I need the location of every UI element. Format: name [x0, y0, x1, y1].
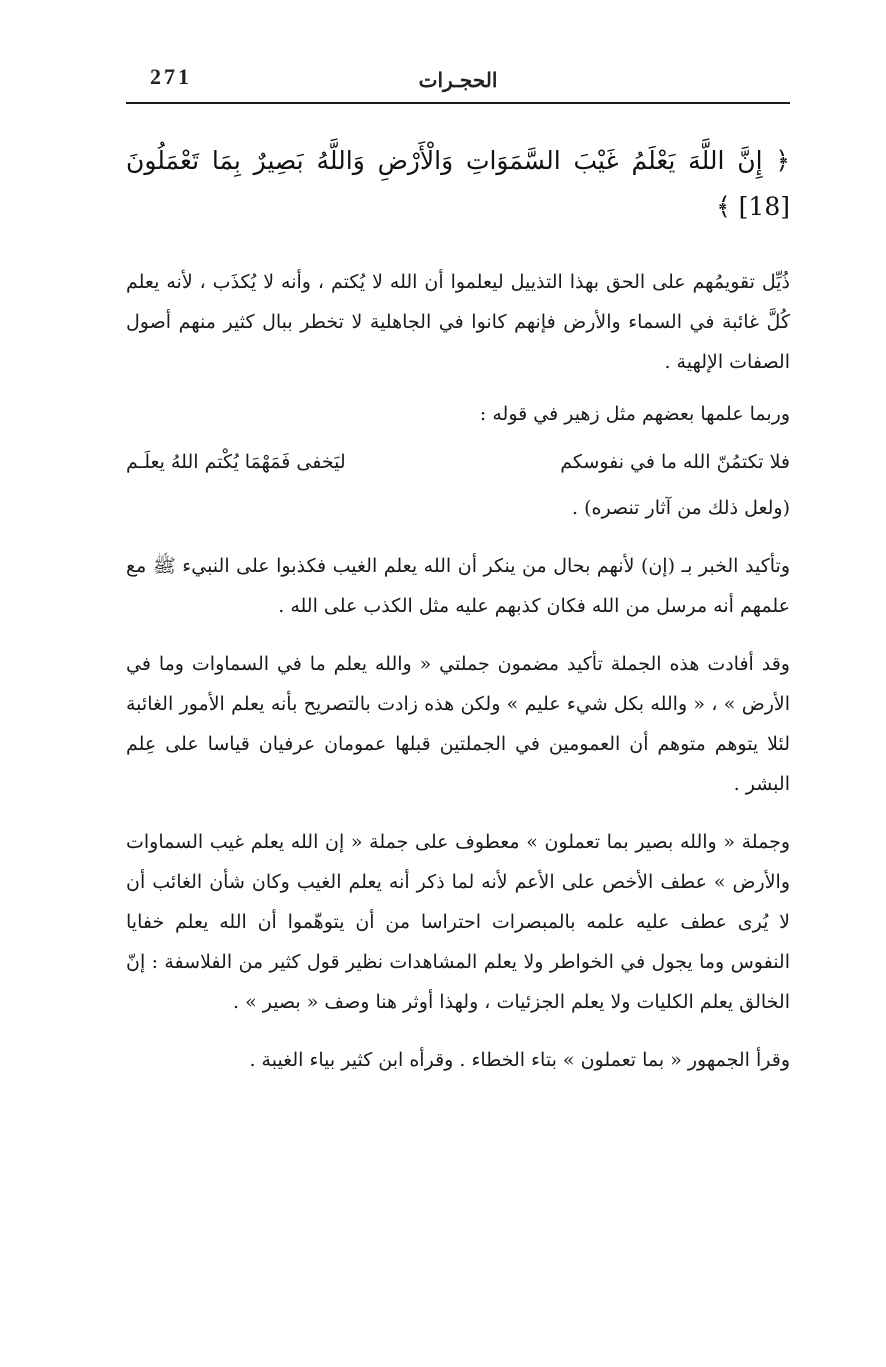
paragraph-2: وربما علمها بعضهم مثل زهير في قوله : — [479, 403, 790, 425]
paragraph-6: وقرأ الجمهور « بما تعملون » بتاء الخطاء . وقرأه ابن كثير بياء الغيبة . — [249, 1049, 790, 1071]
paragraph-3: وتأكيد الخبر بـ (إن) لأنهم بحال من ينكر أن الله يعلم الغيب فكذبوا على النبيء ﷺ مع علمهم أنه مرسل من الله فكان كذبهم عليه مثل الكذب على الله . — [126, 555, 790, 617]
poem-verse — [126, 442, 790, 482]
paragraph-5: وجملة « والله بصير بما تعملون » معطوف على جملة « إن الله يعلم غيب السماوات والأرض » عطف الأخص على الأعم لأنه لما ذكر أنه يعلم الغيب وكان شأن الغائب أن لا يُرى عطف عليه علمه بالمبصرات احتراسا من أن يتوهّموا أن الله يعلم خفايا النفوس وما يجول في الخواطر ولا يعلم المشاهدات نظير قول كثير من الفلاسفة : إنّ الخالق يعلم الكليات ولا يعلم الجزئيات ، ولهذا أوثر هنا وصف « بصير » . — [126, 831, 790, 1013]
poem-second-hemistich: ليَخفى فَمَهْمَا يُكْتم اللهُ يعلَـم — [126, 451, 346, 473]
page-body — [126, 138, 790, 1098]
poem-first-hemistich: فلا تكتمُنّ الله ما في نفوسكم — [560, 451, 790, 473]
header-rule — [126, 102, 790, 104]
running-title: الحجـرات — [418, 68, 498, 92]
page-number: 271 — [150, 64, 192, 89]
quran-verse: ﴿ إِنَّ اللَّهَ يَعْلَمُ غَيْبَ السَّمَوَاتِ وَالْأَرْضِ وَاللَّهُ بَصِيرٌ بِمَا تَعْمَلُونَ [18] ﴾ — [126, 146, 790, 221]
paragraph-1: ذُيِّل تقويمُهم على الحق بهذا التذييل ليعلموا أن الله لا يُكتم ، وأنه لا يُكذَب ، لأنه يعلم كُلَّ غائبة في السماء والأرض فإنهم كانوا في الجاهلية لا تخطر ببال كثير منهم أصول الصفات الإلهية . — [126, 271, 790, 373]
page-header — [126, 58, 790, 102]
paragraph-4: وقد أفادت هذه الجملة تأكيد مضمون جملتي « والله يعلم ما في السماوات وما في الأرض » ، « والله بكل شيء عليم » ولكن هذه زادت بالتصريح بأنه يعلم الأمور الغائبة لئلا يتوهم متوهم أن العمومين في الجملتين قبلها عمومان عرفيان قياسا على عِلم البشر . — [126, 653, 790, 795]
poem-note: (ولعل ذلك من آثار تنصره) . — [572, 497, 790, 519]
